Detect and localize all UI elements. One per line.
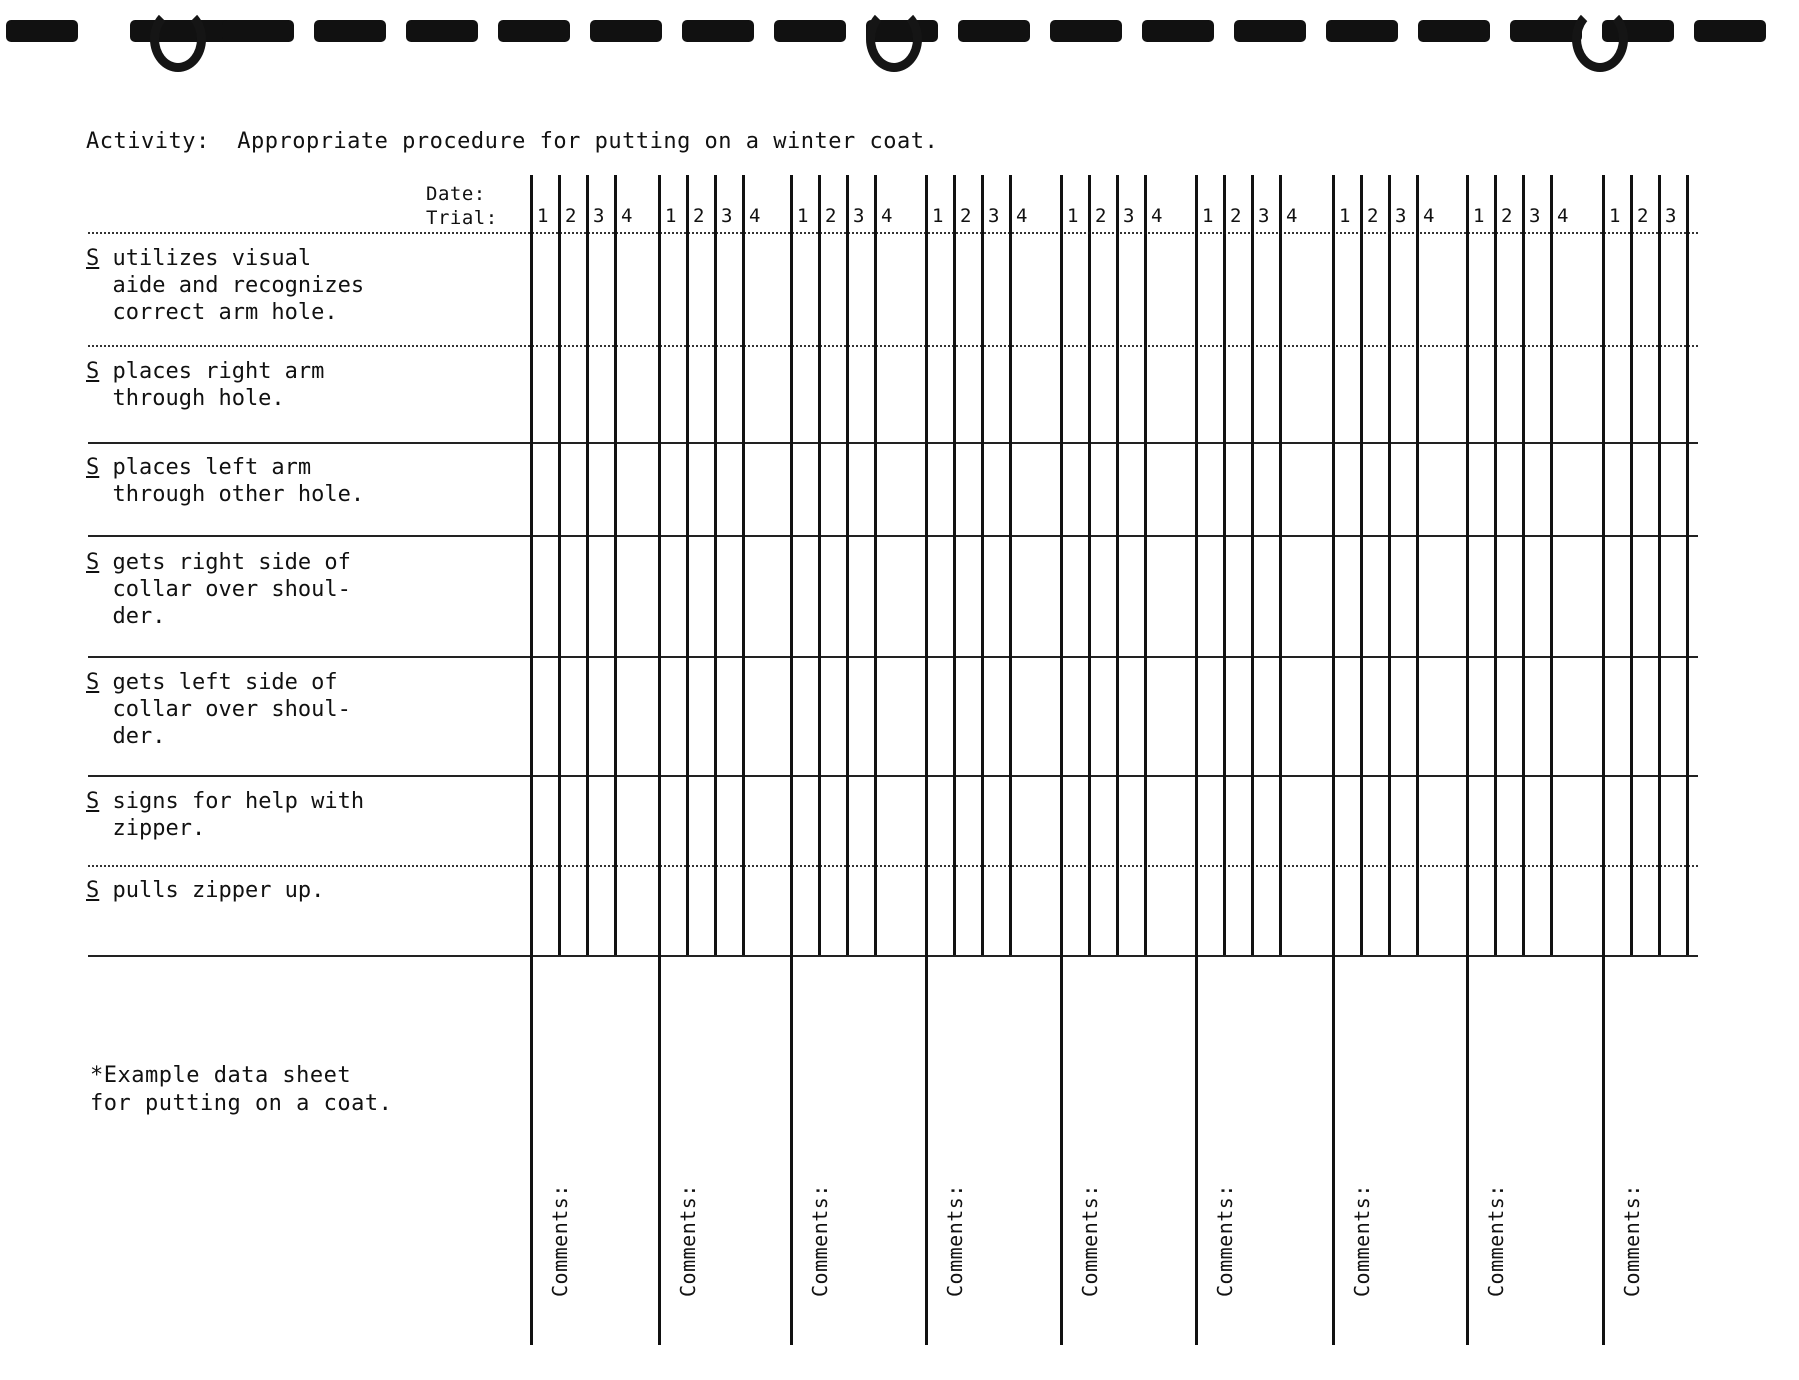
comments-label: Comments:	[1484, 1184, 1508, 1297]
behavior-line	[86, 245, 364, 272]
behavior-line	[86, 576, 351, 603]
behavior-item	[86, 245, 364, 326]
row-rule	[88, 232, 1698, 234]
behavior-text: through hole.	[86, 386, 285, 411]
behavior-text: signs for help with	[99, 789, 365, 814]
perforation-mark	[1694, 20, 1766, 42]
trial-divider	[742, 175, 745, 955]
trial-label: Trial:	[426, 207, 498, 229]
perforation-mark	[1050, 20, 1122, 42]
comments-label: Comments:	[1213, 1184, 1237, 1297]
trial-divider	[953, 175, 956, 955]
trial-number: 3	[1529, 205, 1541, 227]
behavior-line	[86, 454, 364, 481]
perforation-mark	[590, 20, 662, 42]
trial-number: 3	[853, 205, 865, 227]
subject-marker: S	[86, 455, 100, 480]
comments-label: Comments:	[1620, 1184, 1644, 1297]
trial-number: 4	[1016, 205, 1028, 227]
trial-divider	[1279, 175, 1282, 955]
comments-label: Comments:	[676, 1184, 700, 1297]
behavior-item	[86, 788, 364, 842]
activity-label: Activity:	[86, 129, 210, 154]
trial-divider	[1494, 175, 1497, 955]
behavior-line	[86, 669, 351, 696]
behavior-line	[86, 723, 351, 750]
trial-number: 2	[1367, 205, 1379, 227]
perforation-mark	[1142, 20, 1214, 42]
subject-marker: S	[86, 246, 100, 271]
behavior-item	[86, 549, 351, 630]
behavior-line	[86, 815, 364, 842]
trial-number: 3	[1258, 205, 1270, 227]
trial-divider	[686, 175, 689, 955]
behavior-text: collar over shoul-	[86, 577, 351, 602]
trial-number: 4	[1557, 205, 1569, 227]
trial-divider	[1388, 175, 1391, 955]
footnote-line: for putting on a coat.	[90, 1091, 393, 1116]
perforation-mark	[6, 20, 78, 42]
perforation-mark	[1326, 20, 1398, 42]
behavior-text: collar over shoul-	[86, 697, 351, 722]
binder-ring-hole	[1572, 6, 1628, 72]
behavior-line	[86, 877, 324, 904]
session-divider	[658, 175, 661, 1345]
trial-number: 3	[1395, 205, 1407, 227]
trial-number: 1	[932, 205, 944, 227]
behavior-text: through other hole.	[86, 482, 365, 507]
trial-divider	[874, 175, 877, 955]
binder-ring-hole	[866, 6, 922, 72]
trial-divider	[1223, 175, 1226, 955]
behavior-line	[86, 272, 364, 299]
behavior-item	[86, 358, 324, 412]
subject-marker: S	[86, 550, 100, 575]
behavior-text: gets right side of	[99, 550, 351, 575]
behavior-text: gets left side of	[99, 670, 338, 695]
trial-number: 1	[797, 205, 809, 227]
trial-divider	[1360, 175, 1363, 955]
session-divider	[1195, 175, 1198, 1345]
trial-number: 3	[1665, 205, 1677, 227]
behavior-line	[86, 385, 324, 412]
trial-divider	[614, 175, 617, 955]
comments-label: Comments:	[1078, 1184, 1102, 1297]
perforation-mark	[222, 20, 294, 42]
comments-label: Comments:	[548, 1184, 572, 1297]
activity-line	[86, 128, 938, 156]
subject-marker: S	[86, 670, 100, 695]
behavior-text: zipper.	[86, 816, 206, 841]
behavior-line	[86, 696, 351, 723]
row-rule	[88, 535, 1698, 537]
date-label: Date:	[426, 183, 486, 205]
trial-divider	[1658, 175, 1661, 955]
session-divider	[925, 175, 928, 1345]
trial-number: 1	[1202, 205, 1214, 227]
behavior-line	[86, 358, 324, 385]
trial-divider	[714, 175, 717, 955]
behavior-item	[86, 877, 324, 904]
session-divider	[790, 175, 793, 1345]
trial-number: 4	[1423, 205, 1435, 227]
trial-number: 2	[1501, 205, 1513, 227]
trial-number: 2	[1230, 205, 1242, 227]
trial-divider	[558, 175, 561, 955]
comments-label: Comments:	[808, 1184, 832, 1297]
trial-divider	[1630, 175, 1633, 955]
trial-number: 3	[593, 205, 605, 227]
row-rule	[88, 955, 1698, 957]
session-divider	[530, 175, 533, 1345]
row-rule	[88, 345, 1698, 347]
perforation-mark	[314, 20, 386, 42]
trial-number: 4	[881, 205, 893, 227]
trial-divider	[846, 175, 849, 955]
trial-number: 2	[693, 205, 705, 227]
trial-divider	[1116, 175, 1119, 955]
trial-number: 1	[1609, 205, 1621, 227]
perforation-mark	[498, 20, 570, 42]
subject-marker: S	[86, 359, 100, 384]
trial-number: 2	[1095, 205, 1107, 227]
behavior-text: places right arm	[99, 359, 325, 384]
trial-number: 3	[721, 205, 733, 227]
row-rule	[88, 865, 1698, 867]
behavior-text: utilizes visual	[99, 246, 312, 271]
trial-divider	[586, 175, 589, 955]
trial-number: 4	[1286, 205, 1298, 227]
behavior-text: der.	[86, 724, 166, 749]
behavior-line	[86, 603, 351, 630]
trial-number: 3	[988, 205, 1000, 227]
trial-number: 3	[1123, 205, 1135, 227]
perforation-mark	[774, 20, 846, 42]
trial-divider	[981, 175, 984, 955]
trial-number: 1	[537, 205, 549, 227]
behavior-text: der.	[86, 604, 166, 629]
trial-divider	[818, 175, 821, 955]
behavior-line	[86, 788, 364, 815]
activity-text: Appropriate procedure for putting on a winter coat.	[237, 129, 939, 154]
row-rule	[88, 775, 1698, 777]
binder-ring-hole	[150, 6, 206, 72]
trial-divider	[1088, 175, 1091, 955]
perforation-mark	[406, 20, 478, 42]
trial-number: 4	[749, 205, 761, 227]
session-divider	[1602, 175, 1605, 1345]
trial-divider	[1686, 175, 1689, 955]
footnote-line: *Example data sheet	[90, 1063, 352, 1088]
footnote	[90, 1062, 392, 1118]
trial-divider	[1009, 175, 1012, 955]
trial-divider	[1251, 175, 1254, 955]
row-rule	[88, 656, 1698, 658]
trial-divider	[1522, 175, 1525, 955]
behavior-item	[86, 669, 351, 750]
trial-number: 4	[1151, 205, 1163, 227]
behavior-text: pulls zipper up.	[99, 878, 325, 903]
trial-number: 4	[621, 205, 633, 227]
trial-number: 1	[1339, 205, 1351, 227]
perforation-mark	[1418, 20, 1490, 42]
behavior-text: correct arm hole.	[86, 300, 338, 325]
perforation-mark	[958, 20, 1030, 42]
behavior-text: places left arm	[99, 455, 312, 480]
trial-divider	[1550, 175, 1553, 955]
trial-number: 1	[1067, 205, 1079, 227]
session-divider	[1466, 175, 1469, 1345]
session-divider	[1060, 175, 1063, 1345]
behavior-text: aide and recognizes	[86, 273, 365, 298]
behavior-line	[86, 481, 364, 508]
trial-number: 1	[665, 205, 677, 227]
trial-number: 1	[1473, 205, 1485, 227]
comments-label: Comments:	[943, 1184, 967, 1297]
trial-number: 2	[565, 205, 577, 227]
session-divider	[1332, 175, 1335, 1345]
trial-number: 2	[1637, 205, 1649, 227]
trial-number: 2	[960, 205, 972, 227]
behavior-line	[86, 549, 351, 576]
perforation-mark	[682, 20, 754, 42]
trial-divider	[1144, 175, 1147, 955]
subject-marker: S	[86, 878, 100, 903]
row-rule	[88, 442, 1698, 444]
comments-label: Comments:	[1350, 1184, 1374, 1297]
behavior-item	[86, 454, 364, 508]
trial-number: 2	[825, 205, 837, 227]
behavior-line	[86, 299, 364, 326]
subject-marker: S	[86, 789, 100, 814]
perforation-mark	[1234, 20, 1306, 42]
trial-divider	[1416, 175, 1419, 955]
